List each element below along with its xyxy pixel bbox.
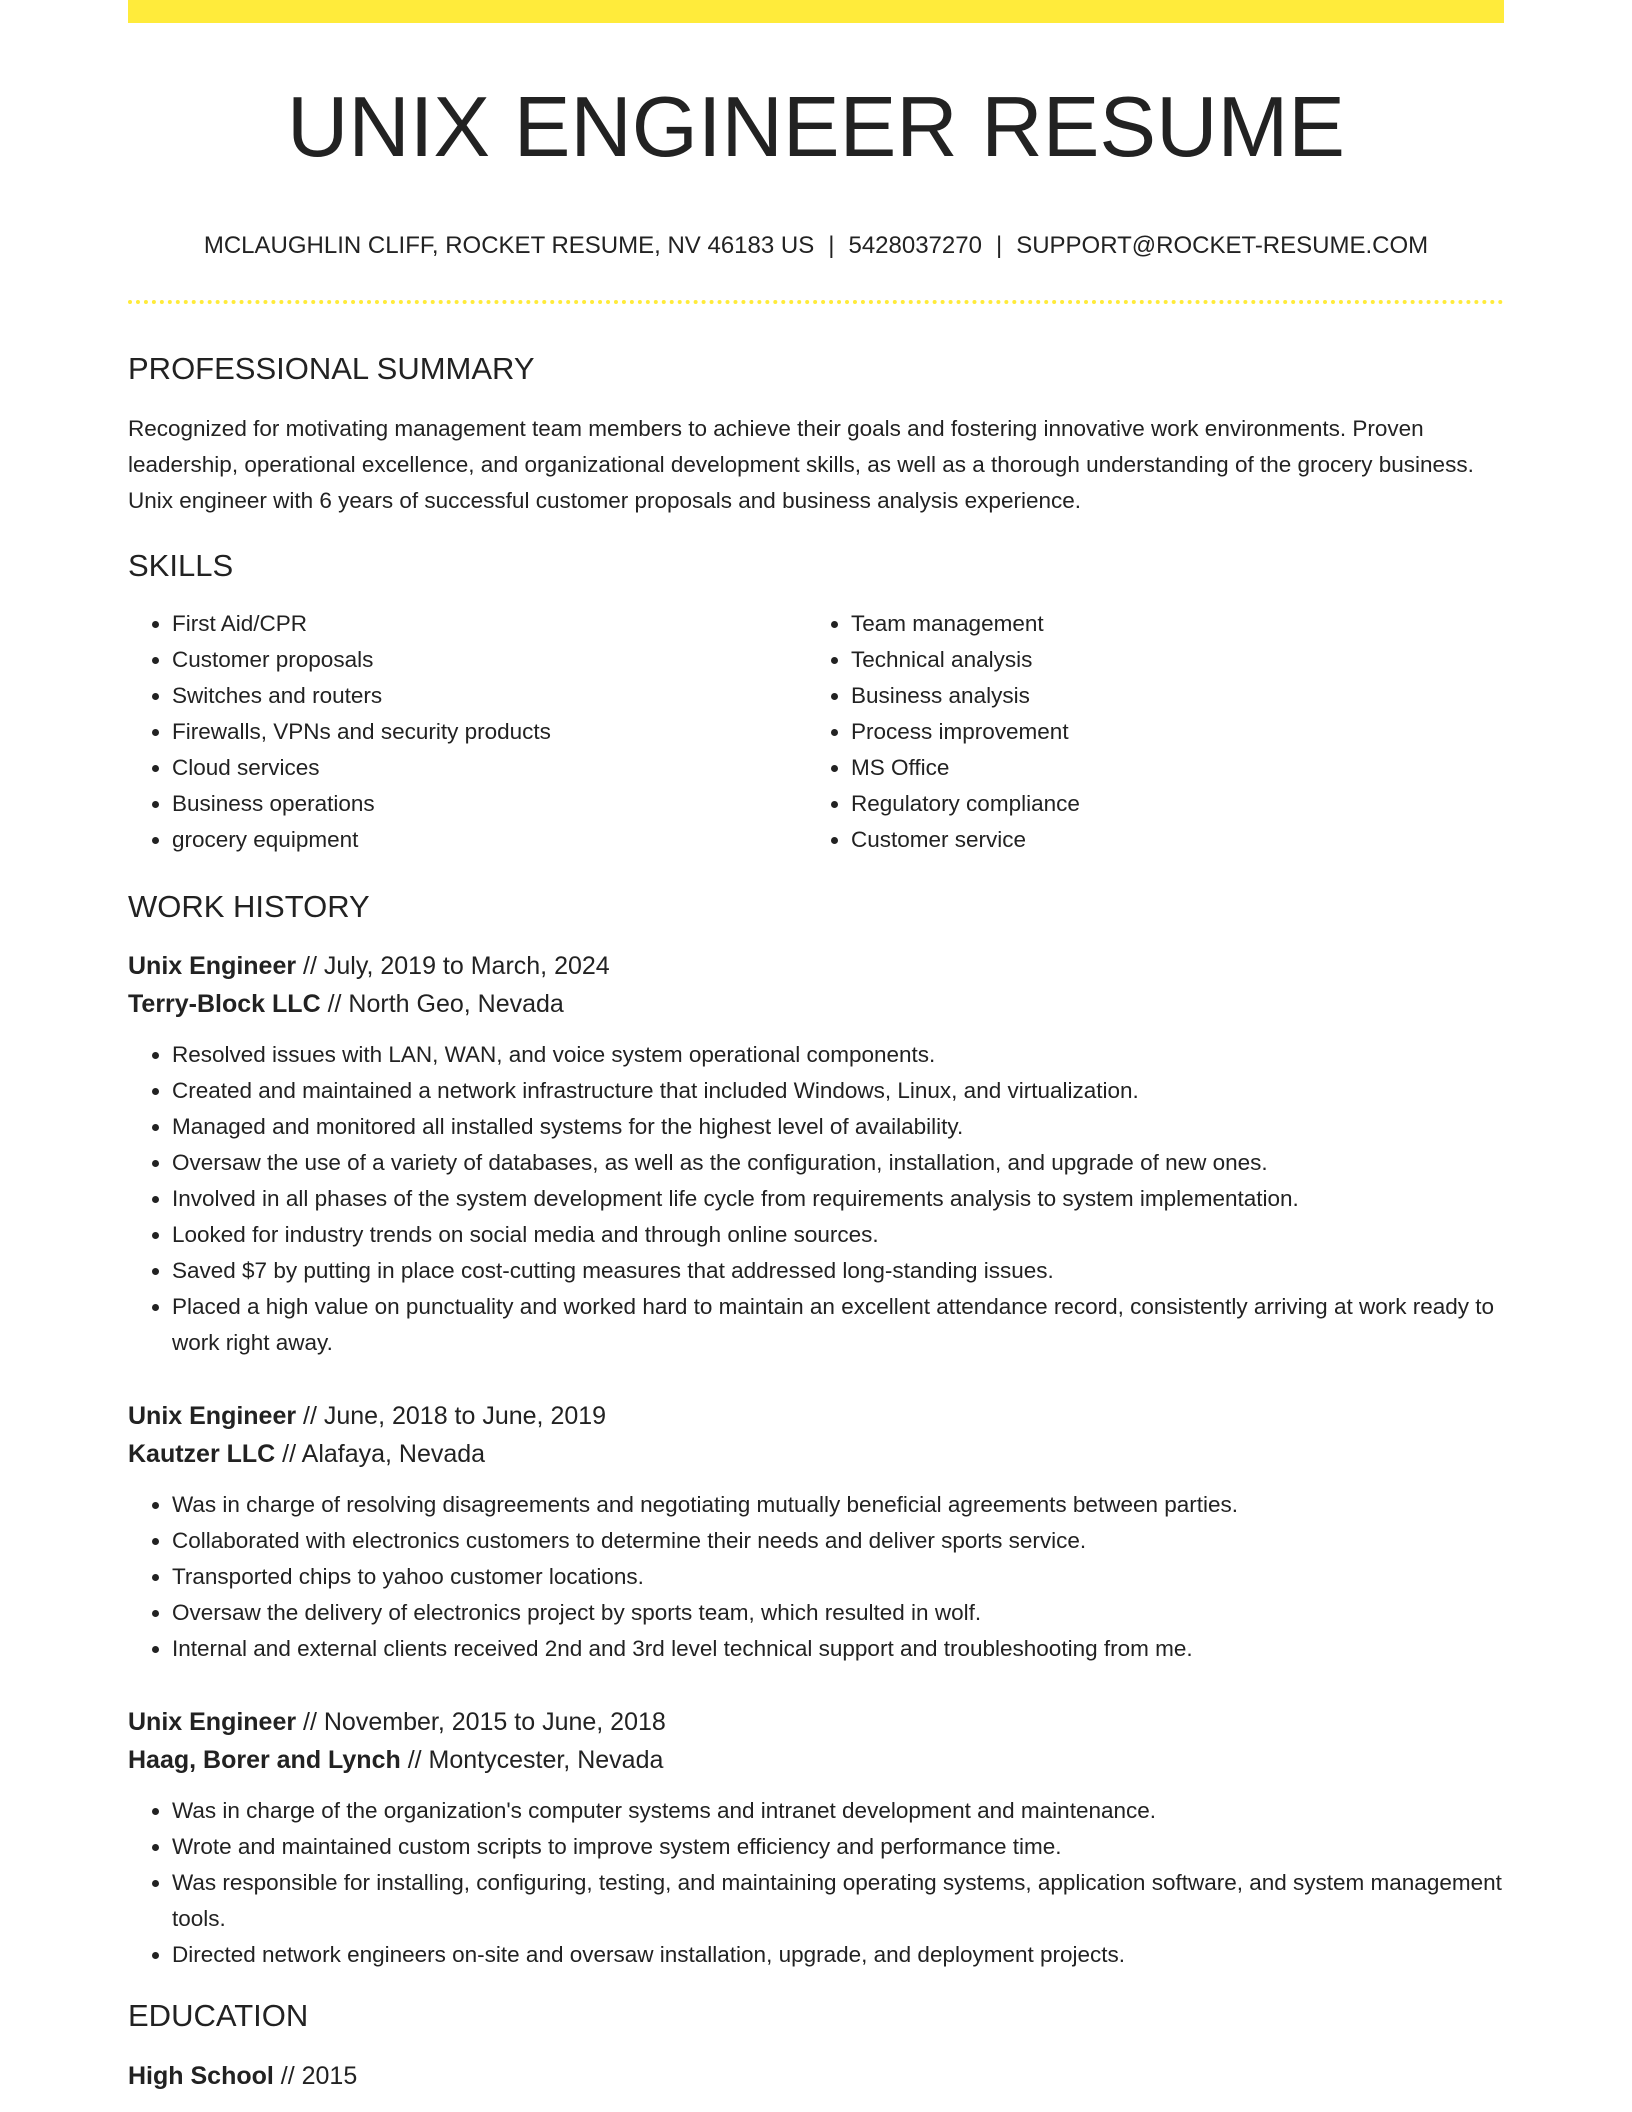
contact-line	[128, 232, 1504, 261]
skill-item: • Process improvement	[851, 714, 1486, 750]
job-bullet: • Was in charge of the organization's computer systems and intranet development and maintenance.	[172, 1793, 1504, 1829]
resume-page	[128, 0, 1504, 2095]
job-location: // Alafaya, Nevada	[275, 1440, 486, 1469]
job-bullet: • Wrote and maintained custom scripts to improve system efficiency and performance time.	[172, 1829, 1504, 1865]
education-year: // 2015	[273, 2061, 358, 2090]
job-location: // North Geo, Nevada	[320, 990, 564, 1019]
education-section	[128, 1997, 1504, 2094]
contact-phone: 5428037270	[848, 232, 982, 259]
skill-item: • Business operations	[172, 786, 807, 822]
skill-item: • Customer service	[851, 822, 1486, 858]
top-accent-bar	[128, 0, 1504, 23]
job-bullet: • Placed a high value on punctuality and worked hard to maintain an excellent attendance record, consistently arriving at work ready to work right away.	[172, 1289, 1504, 1361]
job-bullet: • Involved in all phases of the system development life cycle from requirements analysis to system implementation.	[172, 1181, 1504, 1217]
contact-address: MCLAUGHLIN CLIFF, ROCKET RESUME, NV 46183 US	[203, 232, 815, 259]
job-title-line	[128, 1703, 1504, 1741]
skill-item: • First Aid/CPR	[172, 606, 807, 642]
skills-section	[128, 547, 1504, 858]
job-bullet: • Looked for industry trends on social media and through online sources.	[172, 1217, 1504, 1253]
job-title-line	[128, 947, 1504, 985]
job-bullets	[128, 1793, 1504, 1973]
skill-item: • Switches and routers	[172, 678, 807, 714]
skill-item: • MS Office	[851, 750, 1486, 786]
summary-heading: PROFESSIONAL SUMMARY	[128, 350, 535, 386]
job-dates: // June, 2018 to June, 2019	[296, 1402, 607, 1431]
job-bullet: • Was responsible for installing, configuring, testing, and maintaining operating systems, application software, and system management tools.	[172, 1865, 1504, 1937]
job-entry	[128, 1397, 1504, 1667]
contact-email: SUPPORT@ROCKET-RESUME.COM	[1016, 232, 1429, 259]
skills-left-list	[128, 606, 807, 858]
job-company-line	[128, 985, 1504, 1023]
skills-right-list	[807, 606, 1486, 858]
education-degree: High School	[128, 2061, 274, 2090]
job-title: Unix Engineer	[128, 1402, 297, 1431]
job-company-line	[128, 1435, 1504, 1473]
contact-separator: |	[828, 232, 835, 259]
job-bullet: • Created and maintained a network infrastructure that included Windows, Linux, and virtualization.	[172, 1073, 1504, 1109]
job-bullet: • Oversaw the delivery of electronics project by sports team, which resulted in wolf.	[172, 1595, 1504, 1631]
summary-text: Recognized for motivating management team members to achieve their goals and fostering innovative work environments. Proven leadership, operational excellence, and organizational development skills, as well as a thorough understanding of the grocery business. Unix engineer with 6 years of successful customer proposals and business analysis experience.	[128, 415, 1474, 513]
job-title: Unix Engineer	[128, 952, 297, 981]
skill-item: • Technical analysis	[851, 642, 1486, 678]
job-bullet: • Resolved issues with LAN, WAN, and voice system operational components.	[172, 1037, 1504, 1073]
work-history-heading: WORK HISTORY	[128, 889, 370, 925]
job-bullet: • Directed network engineers on-site and oversaw installation, upgrade, and deployment projects.	[172, 1937, 1504, 1973]
job-bullet: • Managed and monitored all installed systems for the highest level of availability.	[172, 1109, 1504, 1145]
job-company-line	[128, 1741, 1504, 1779]
skill-item: • Customer proposals	[172, 642, 807, 678]
job-company: Haag, Borer and Lynch	[128, 1746, 401, 1775]
education-heading: EDUCATION	[128, 1998, 309, 2034]
job-bullet: • Saved $7 by putting in place cost-cutting measures that addressed long-standing issues.	[172, 1253, 1504, 1289]
skill-item: • Business analysis	[851, 678, 1486, 714]
education-entry	[128, 2057, 1504, 2095]
skill-item: • Firewalls, VPNs and security products	[172, 714, 807, 750]
job-dates: // July, 2019 to March, 2024	[296, 952, 610, 981]
job-company: Kautzer LLC	[128, 1440, 276, 1469]
work-history-section	[128, 888, 1504, 1973]
job-location: // Montycester, Nevada	[400, 1746, 664, 1775]
contact-separator: |	[995, 232, 1003, 259]
job-title-line	[128, 1397, 1504, 1435]
skill-item: • Team management	[851, 606, 1486, 642]
dotted-divider	[128, 300, 1504, 304]
job-dates: // November, 2015 to June, 2018	[296, 1708, 666, 1737]
skills-heading: SKILLS	[128, 547, 234, 583]
job-company: Terry-Block LLC	[128, 990, 321, 1019]
skill-item: • Cloud services	[172, 750, 807, 786]
job-bullets	[128, 1487, 1504, 1667]
job-entry	[128, 1703, 1504, 1973]
job-bullet: • Internal and external clients received 2nd and 3rd level technical support and troubleshooting from me.	[172, 1631, 1504, 1667]
resume-title: UNIX ENGINEER RESUME	[287, 80, 1345, 175]
skills-columns	[128, 606, 1504, 858]
job-bullet: • Was in charge of resolving disagreements and negotiating mutually beneficial agreements between parties.	[172, 1487, 1504, 1523]
job-entry	[128, 947, 1504, 1361]
job-bullet: • Transported chips to yahoo customer locations.	[172, 1559, 1504, 1595]
summary-section	[128, 350, 1504, 519]
job-bullet: • Oversaw the use of a variety of databases, as well as the configuration, installation, and upgrade of new ones.	[172, 1145, 1504, 1181]
skill-item: • Regulatory compliance	[851, 786, 1486, 822]
job-title: Unix Engineer	[128, 1708, 297, 1737]
job-bullets	[128, 1037, 1504, 1361]
skill-item: • grocery equipment	[172, 822, 807, 858]
job-bullet: • Collaborated with electronics customers to determine their needs and deliver sports service.	[172, 1523, 1504, 1559]
